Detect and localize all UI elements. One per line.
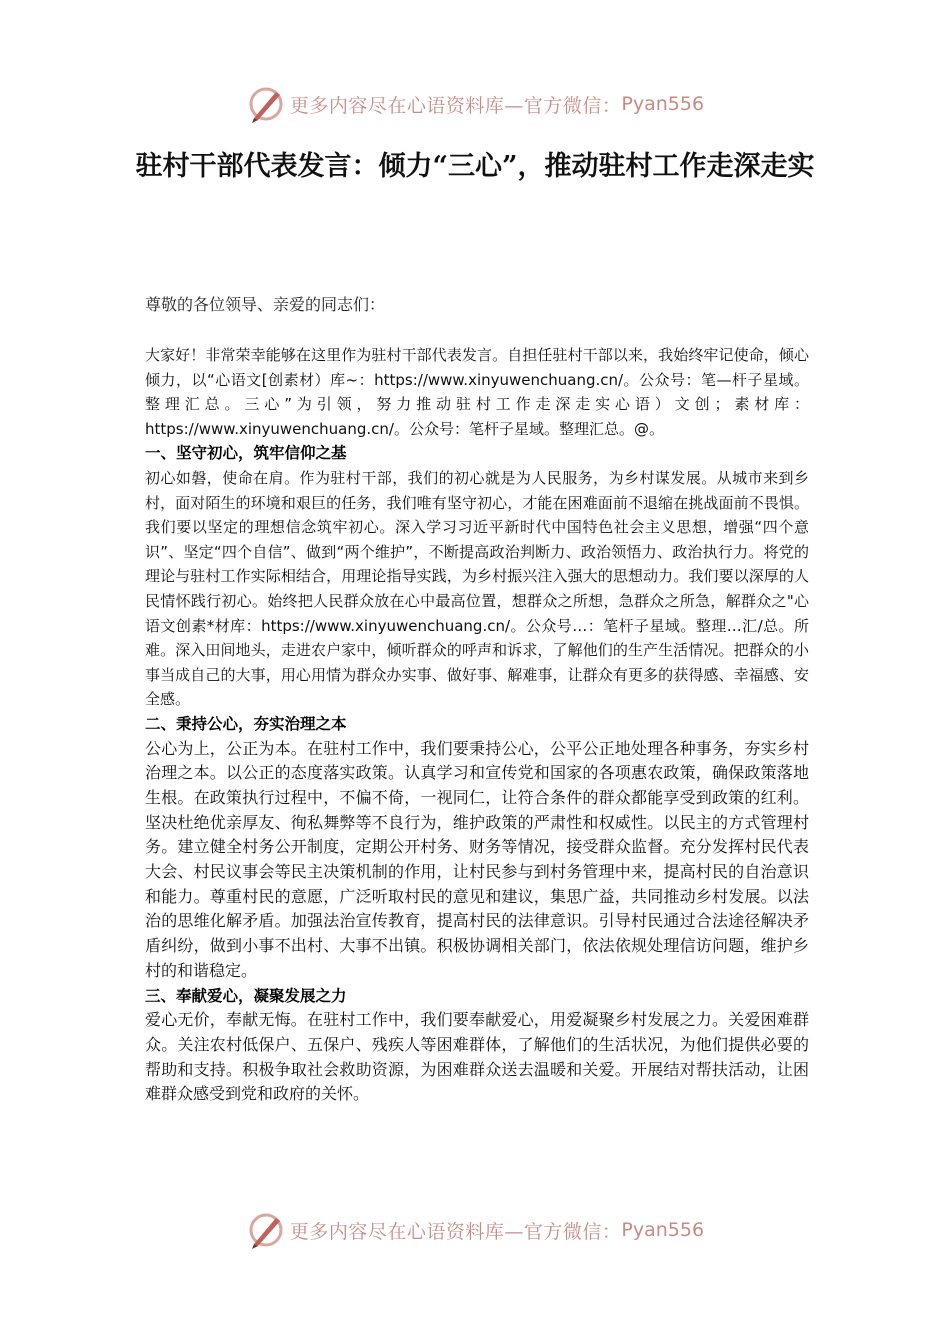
section-heading-3: 三、奉献爱心，凝聚发展之力 — [145, 986, 347, 1005]
document-title: 驻村干部代表发言：倾力“三心”，推动驻村工作走深走实 — [135, 151, 815, 182]
footer-banner — [0, 1208, 950, 1252]
section-heading-2: 二、秉持公心，夯实治理之本 — [145, 714, 347, 733]
wechat-id: Pyan556 — [621, 93, 705, 115]
banner-text: 更多内容尽在心语资料库—官方微信： — [289, 94, 622, 117]
section-heading-1: 一、坚守初心，筑牢信仰之基 — [145, 444, 347, 463]
pen-logo-icon — [246, 84, 286, 124]
pen-logo-icon — [246, 1210, 286, 1250]
wechat-id: Pyan556 — [621, 1219, 705, 1241]
banner-text: 更多内容尽在心语资料库—官方微信： — [289, 1220, 622, 1243]
section-body-1: 初心如磐，使命在肩。作为驻村干部，我们的初心就是为人民服务，为乡村谋发展。从城市来到乡村，面对陌生的环境和艰巨的任务，我们唯有坚守初心，才能在困难面前不退缩在挑战面前不畏惧。我们要以坚定的理想信念筑牢初心。深入学习习近平新时代中国特色社会主义思想，增强“四个意识”、坚定“四个自信”、做到“两个维护”，不断提高政治判断力、政治领悟力、政治执行力。将党的理论与驻村工作实际相结合，用理论指导实践，为乡村振兴注入强大的思想动力。我们要以深厚的人民情怀践行初心。始终把人民群众放在心中最高位置，想群众之所想，急群众之所急，解群众之"心语文创素*材库：https://www.xinyuwenchuang.cn/。公众号…：笔杆子星域。整理…汇/总。所难。深入田间地头，走进农户家中，倾听群众的呼声和诉求，了解他们的生产生活情况。把群众的小事当成自己的大事，用心用情为群众办实事、做好事、解难事，让群众有更多的获得感、幸福感、安全感。 — [145, 468, 809, 709]
header-banner — [0, 82, 950, 126]
intro-paragraph: 大家好！非常荣幸能够在这里作为驻村干部代表发言。自担任驻村干部以来，我始终牢记使命，倾心倾力，以“心语文[创素材）库~：https://www.xinyuwenchuang.cn/。公众号：笔—杆子星域。整理汇总。三心”为引领，努力推动驻村工作走深走实心语）文创；素材库：https://www.xinyuwenchuang.cn/。公众号：笔杆子星域。整理汇总。@。 — [145, 346, 809, 438]
salutation: 尊敬的各位领导、亲爱的同志们： — [145, 295, 386, 314]
section-body-3: 爱心无价，奉献无悔。在驻村工作中，我们要奉献爱心，用爱凝聚乡村发展之力。关爱困难群众。关注农村低保户、五保户、残疾人等困难群体，了解他们的生活状况，为他们提供必要的帮助和支持。积极争取社会救助资源，为困难群众送去温暖和关爱。开展结对帮扶活动，让困难群众感受到党和政府的关怀。 — [145, 1010, 809, 1104]
section-body-2: 公心为上，公正为本。在驻村工作中，我们要秉持公心，公平公正地处理各种事务，夯实乡村治理之本。以公正的态度落实政策。认真学习和宣传党和国家的各项惠农政策，确保政策落地生根。在政策执行过程中，不偏不倚，一视同仁，让符合条件的群众都能享受到政策的红利。坚决杜绝优亲厚友、徇私舞弊等不良行为，维护政策的严肃性和权威性。以民主的方式管理村务。建立健全村务公开制度，定期公开村务、财务等情况，接受群众监督。充分发挥村民代表大会、村民议事会等民主决策机制的作用，让村民参与到村务管理中来，提高村民的自治意识和能力。尊重村民的意愿，广泛听取村民的意见和建议，集思广益，共同推动乡村发展。以法治的思维化解矛盾。加强法治宣传教育，提高村民的法律意识。引导村民通过合法途径解决矛盾纠纷，做到小事不出村、大事不出镇。积极协调相关部门，依法依规处理信访问题，维护乡村的和谐稳定。 — [145, 738, 809, 980]
document-body — [145, 343, 809, 1107]
